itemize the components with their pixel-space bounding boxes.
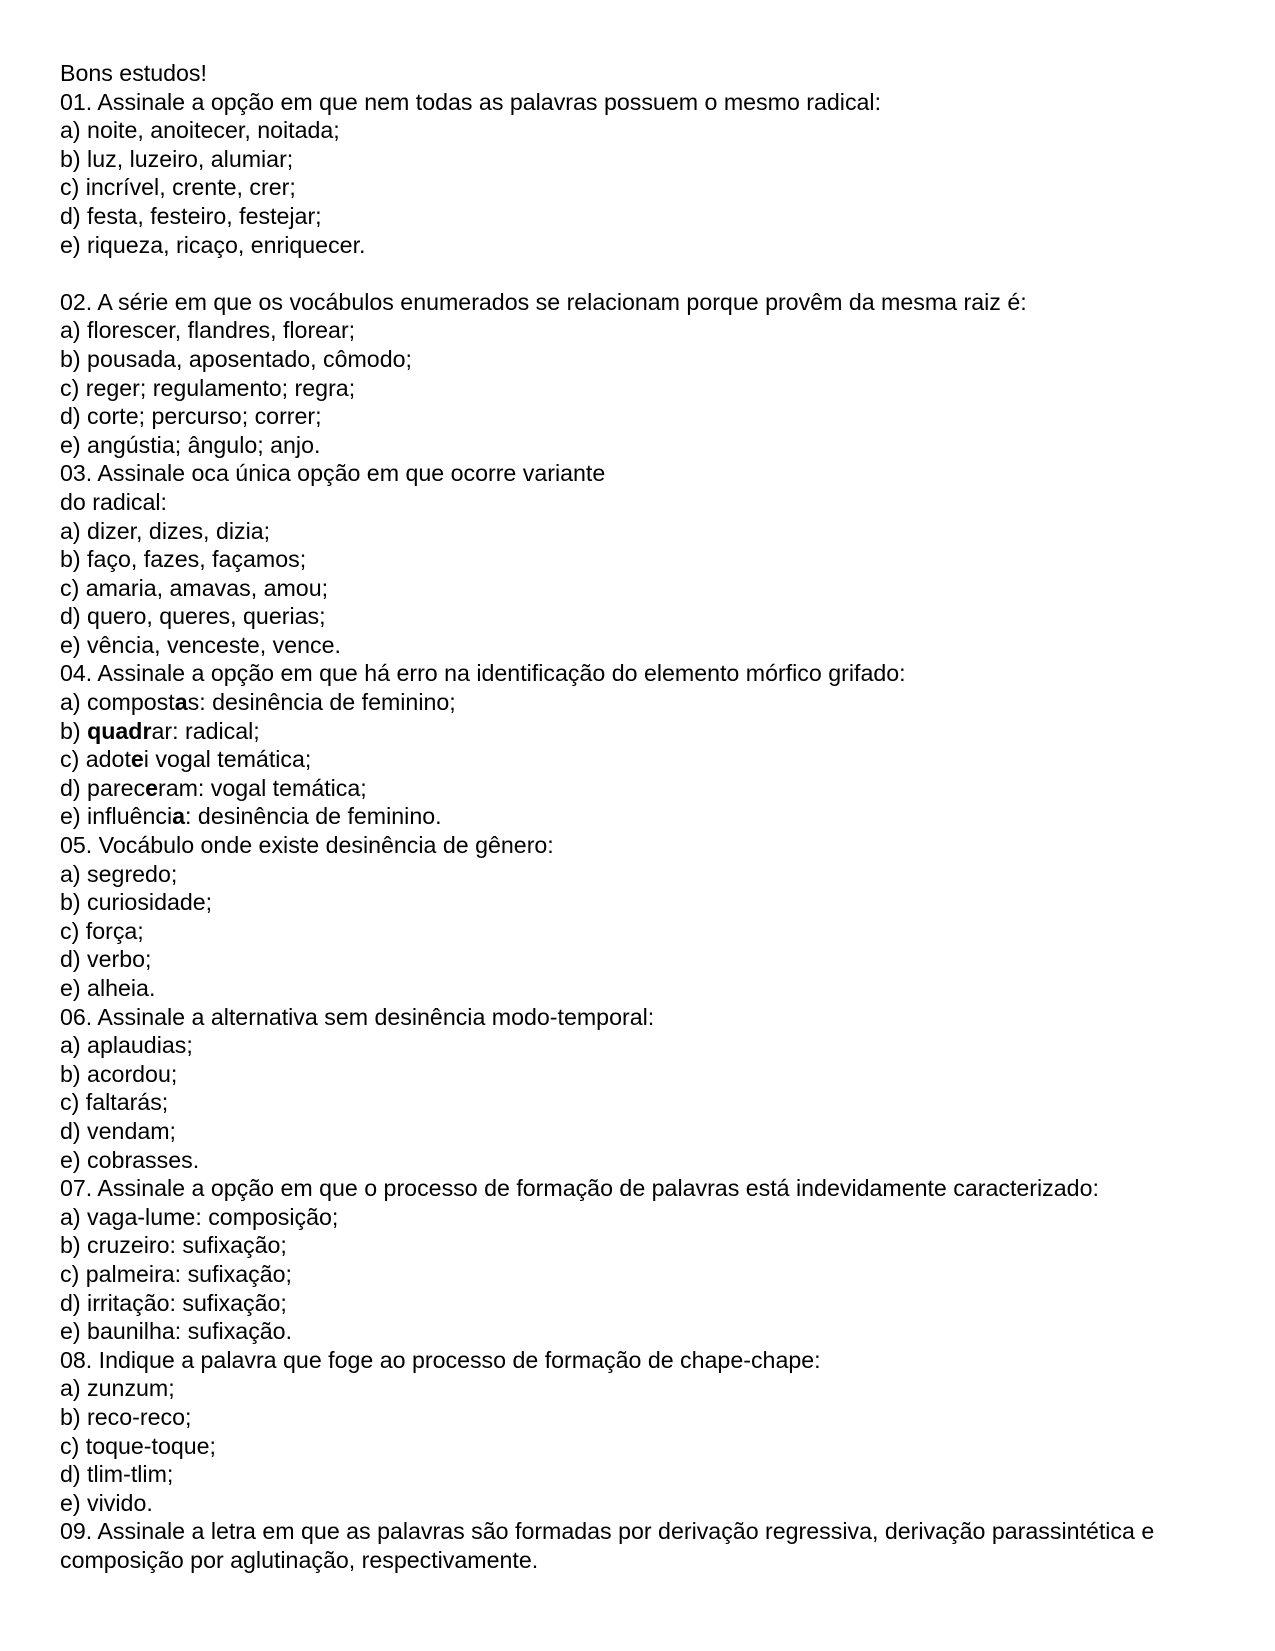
option-text: s: desinência de feminino; bbox=[187, 689, 456, 716]
option-text: b) bbox=[60, 717, 88, 744]
option-e bbox=[60, 802, 1240, 831]
question-09-text: 09. Assinale a letra em que as palavras são formadas por derivação regressiva, derivação parassintética e composição por aglutinação, respectivamente. bbox=[60, 1518, 1155, 1573]
question-05 bbox=[60, 831, 1240, 1003]
option-e: e) alheia. bbox=[60, 975, 156, 1001]
question-05-text: 05. Vocábulo onde existe desinência de gênero: bbox=[60, 832, 554, 859]
option-a: a) segredo; bbox=[60, 860, 178, 887]
question-03-text-line1: 03. Assinale oca única opção em que ocorre variante bbox=[60, 460, 606, 487]
question-02-text: 02. A série em que os vocábulos enumerados se relacionam porque provêm da mesma raiz é: bbox=[60, 288, 1027, 315]
option-d: d) irritação: sufixação; bbox=[60, 1289, 287, 1316]
greeting: Bons estudos! bbox=[60, 60, 207, 86]
option-text: a) compost bbox=[60, 689, 175, 716]
option-e: e) angústia; ângulo; anjo. bbox=[60, 431, 321, 458]
option-text: ar: radical; bbox=[151, 717, 260, 744]
option-text: d) parec bbox=[60, 774, 146, 801]
option-b: b) reco-reco; bbox=[60, 1403, 192, 1430]
option-c: c) faltarás; bbox=[60, 1089, 169, 1116]
option-e: e) cobrasses. bbox=[60, 1146, 200, 1173]
highlighted-morpheme: e bbox=[145, 774, 158, 801]
option-d: d) festa, festeiro, festejar; bbox=[60, 202, 322, 229]
highlighted-morpheme: a bbox=[174, 689, 188, 716]
option-b: b) curiosidade; bbox=[60, 889, 213, 916]
question-08 bbox=[60, 1346, 1240, 1518]
option-e: e) vivido. bbox=[60, 1489, 153, 1516]
blank-line bbox=[60, 259, 1240, 288]
option-c: c) palmeira: sufixação; bbox=[60, 1260, 292, 1287]
option-c: c) força; bbox=[60, 917, 144, 944]
question-02 bbox=[60, 288, 1240, 460]
highlighted-morpheme: a bbox=[172, 803, 186, 830]
question-07-text: 07. Assinale a opção em que o processo de formação de palavras está indevidamente caracterizado: bbox=[60, 1175, 1099, 1202]
option-d: d) quero, queres, querias; bbox=[60, 603, 326, 630]
option-d: d) tlim-tlim; bbox=[60, 1461, 174, 1488]
option-b bbox=[60, 717, 1240, 746]
document-page bbox=[60, 59, 1240, 1574]
question-03 bbox=[60, 459, 1240, 659]
question-07 bbox=[60, 1174, 1240, 1346]
option-text: : desinência de feminino. bbox=[185, 803, 442, 830]
option-a: a) aplaudias; bbox=[60, 1032, 193, 1059]
option-e: e) baunilha: sufixação. bbox=[60, 1318, 293, 1345]
option-b: b) pousada, aposentado, cômodo; bbox=[60, 345, 412, 372]
question-06-text: 06. Assinale a alternativa sem desinência modo-temporal: bbox=[60, 1003, 655, 1030]
option-e: e) riqueza, ricaço, enriquecer. bbox=[60, 231, 366, 258]
option-a: a) vaga-lume: composição; bbox=[60, 1203, 339, 1230]
question-01-text: 01. Assinale a opção em que nem todas as palavras possuem o mesmo radical: bbox=[60, 88, 882, 115]
highlighted-morpheme: e bbox=[130, 746, 144, 773]
option-text: ram: vogal temática; bbox=[157, 774, 367, 801]
option-a bbox=[60, 688, 1240, 717]
option-d: d) corte; percurso; correr; bbox=[60, 403, 322, 430]
option-text: i vogal temática; bbox=[143, 746, 312, 773]
option-b: b) luz, luzeiro, alumiar; bbox=[60, 145, 294, 172]
option-c: c) reger; regulamento; regra; bbox=[60, 374, 356, 401]
option-c bbox=[60, 745, 1240, 774]
option-b: b) acordou; bbox=[60, 1060, 178, 1087]
option-a: a) zunzum; bbox=[60, 1375, 175, 1402]
option-c: c) amaria, amavas, amou; bbox=[60, 574, 329, 601]
option-text: c) adot bbox=[60, 746, 131, 773]
option-a: a) dizer, dizes, dizia; bbox=[60, 517, 271, 544]
option-d: d) vendam; bbox=[60, 1117, 176, 1144]
question-03-text-line2: do radical: bbox=[60, 488, 167, 515]
option-b: b) faço, fazes, façamos; bbox=[60, 546, 307, 573]
option-d bbox=[60, 774, 1240, 803]
option-c: c) incrível, crente, crer; bbox=[60, 174, 296, 201]
question-01 bbox=[60, 88, 1240, 260]
question-09 bbox=[60, 1517, 1240, 1574]
option-text: e) influênci bbox=[60, 803, 173, 830]
question-06 bbox=[60, 1003, 1240, 1175]
option-d: d) verbo; bbox=[60, 946, 152, 973]
question-08-text: 08. Indique a palavra que foge ao processo de formação de chape-chape: bbox=[60, 1346, 821, 1373]
highlighted-morpheme: quadr bbox=[87, 717, 152, 744]
option-a: a) florescer, flandres, florear; bbox=[60, 317, 356, 344]
option-c: c) toque-toque; bbox=[60, 1432, 216, 1459]
option-e: e) vência, venceste, vence. bbox=[60, 631, 341, 658]
question-04 bbox=[60, 659, 1240, 831]
option-a: a) noite, anoitecer, noitada; bbox=[60, 117, 340, 144]
option-b: b) cruzeiro: sufixação; bbox=[60, 1232, 287, 1259]
question-04-text: 04. Assinale a opção em que há erro na identificação do elemento mórfico grifado: bbox=[60, 660, 906, 687]
